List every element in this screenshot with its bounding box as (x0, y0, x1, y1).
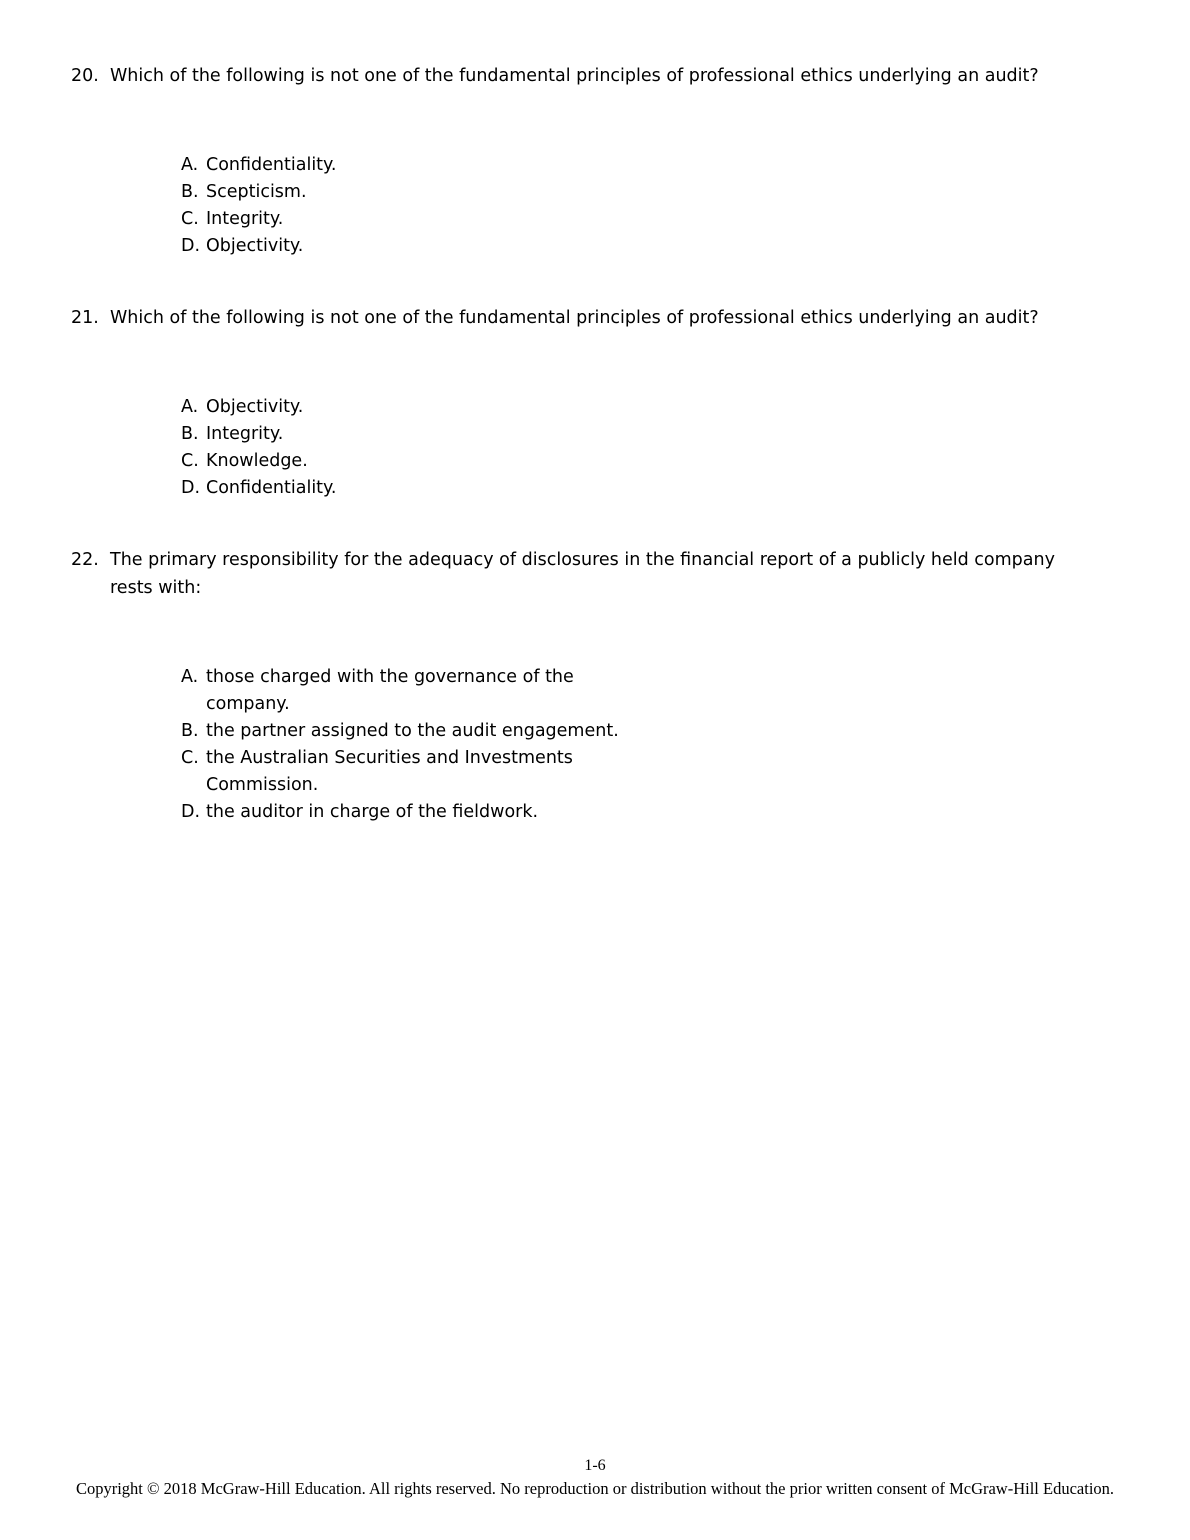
choice-letter: D. (181, 236, 201, 256)
question-block (68, 62, 1112, 304)
choice-text: Confidentiality. (206, 478, 337, 498)
question-text: Which of the following is not one of the fundamental principles of professional ethics underlying an audit? (110, 308, 1039, 328)
spacer (68, 502, 1112, 546)
question-row (68, 546, 1112, 602)
choice-item (181, 179, 1112, 206)
choice-list (181, 152, 1112, 260)
choice-text: those charged with the governance of the company. (206, 667, 574, 714)
choice-text: Knowledge. (206, 451, 308, 471)
choice-item (181, 206, 1112, 233)
choice-item (181, 421, 1112, 448)
choice-letter: B. (181, 182, 199, 202)
choice-text: Integrity. (206, 209, 284, 229)
choice-letter: C. (181, 748, 199, 768)
question-text: Which of the following is not one of the fundamental principles of professional ethics underlying an audit? (110, 66, 1039, 86)
choice-letter: D. (181, 478, 201, 498)
question-number: 20. (71, 66, 99, 86)
choice-letter: B. (181, 721, 199, 741)
choice-letter: C. (181, 451, 199, 471)
choice-text: Scepticism. (206, 182, 307, 202)
page-footer (0, 1455, 1190, 1500)
choice-item (181, 799, 1112, 826)
choice-letter: A. (181, 667, 199, 687)
choice-list (181, 664, 1112, 826)
choice-text: the Australian Securities and Investments Commission. (206, 748, 573, 795)
choice-item (181, 394, 1112, 421)
choice-letter: A. (181, 397, 199, 417)
choice-item (181, 664, 1112, 718)
question-number: 22. (71, 550, 99, 570)
choice-text: Objectivity. (206, 397, 304, 417)
spacer (68, 260, 1112, 304)
choice-letter: B. (181, 424, 199, 444)
copyright-notice: Copyright © 2018 McGraw-Hill Education. All rights reserved. No reproduction or distribution without the prior written consent of McGraw-Hill Education. (75, 1479, 1115, 1498)
choice-letter: D. (181, 802, 201, 822)
choice-item (181, 718, 1112, 745)
choice-text: the partner assigned to the audit engagement. (206, 721, 619, 741)
choice-list (181, 394, 1112, 502)
choice-text: Integrity. (206, 424, 284, 444)
choice-item (181, 745, 1112, 799)
choice-text: the auditor in charge of the fieldwork. (206, 802, 539, 822)
page-number: 1-6 (584, 1457, 606, 1474)
choice-item (181, 233, 1112, 260)
question-block (68, 304, 1112, 546)
question-number: 21. (71, 308, 99, 328)
choice-item (181, 448, 1112, 475)
choice-item (181, 475, 1112, 502)
question-block (68, 546, 1112, 826)
question-text: The primary responsibility for the adequacy of disclosures in the financial report of a publicly held company rests with: (110, 550, 1055, 598)
choice-text: Confidentiality. (206, 155, 337, 175)
choice-letter: A. (181, 155, 199, 175)
choice-text: Objectivity. (206, 236, 304, 256)
question-row (68, 62, 1112, 90)
choice-item (181, 152, 1112, 179)
question-row (68, 304, 1112, 332)
choice-letter: C. (181, 209, 199, 229)
